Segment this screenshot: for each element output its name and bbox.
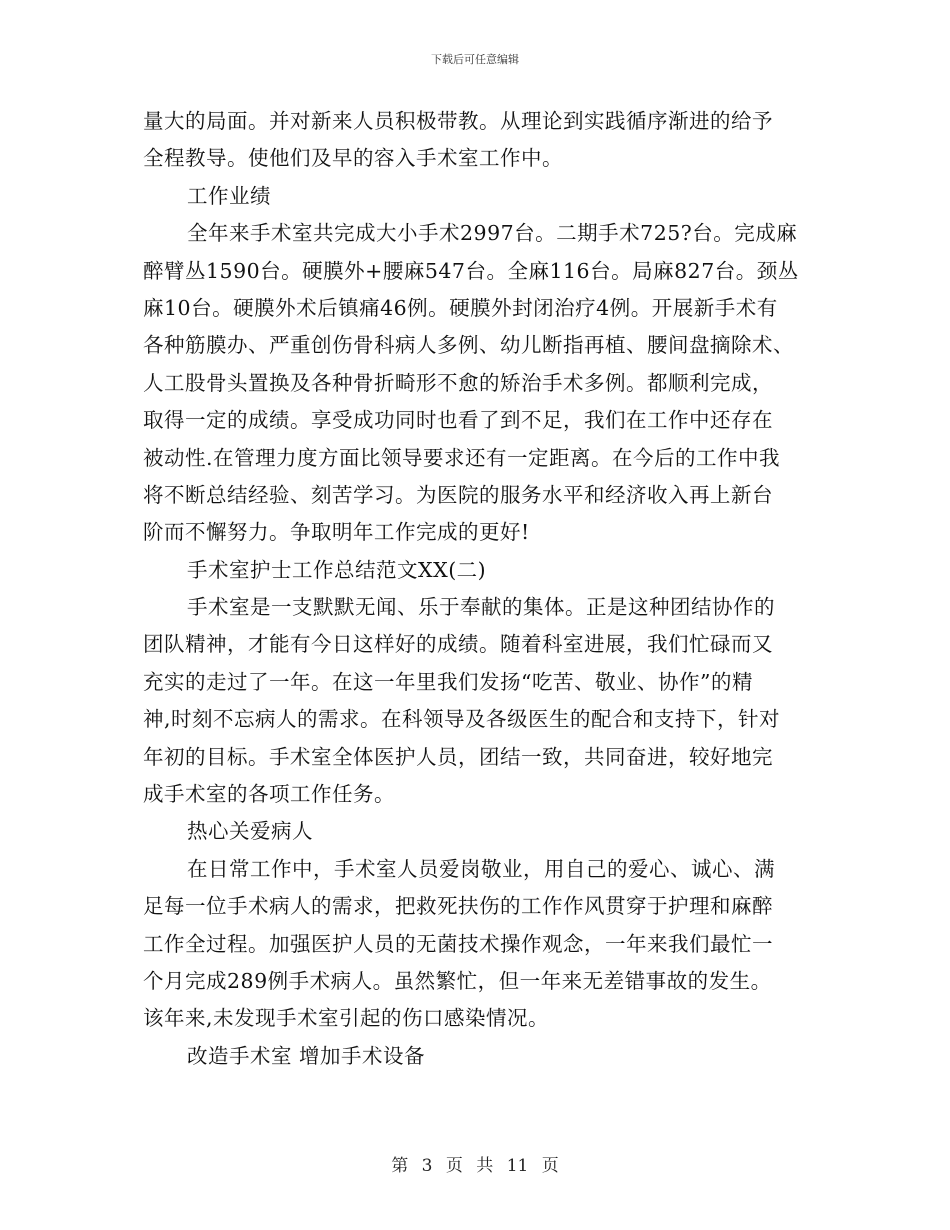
text-line: 该年来,未发现手术室引起的伤口感染情况。: [143, 1006, 550, 1031]
page-footer: 第 3 页 共 11 页: [391, 1156, 559, 1176]
text-line: 改造手术室 增加手术设备: [187, 1043, 426, 1068]
text-line: 醉臂丛1590台。硬膜外+腰麻547台。全麻116台。局麻827台。颈丛: [143, 258, 799, 283]
text-line: 手术室护士工作总结范文XX(二): [187, 557, 487, 582]
text-line: 取得一定的成绩。享受成功同时也看了到不足，我们在工作中还存在: [143, 408, 773, 433]
page-header: 下载后可任意编辑: [431, 53, 519, 66]
text-line: 全年来手术室共完成大小手术2997台。二期手术725?台。完成麻: [187, 221, 798, 246]
text-line: 人工股骨头置换及各种骨折畸形不愈的矫治手术多例。都顺利完成，: [143, 370, 773, 395]
text-line: 工作全过程。加强医护人员的无菌技术操作观念，一年来我们最忙一: [143, 931, 773, 956]
text-line: 神,时刻不忘病人的需求。在科领导及各级医生的配合和支持下，针对: [143, 707, 781, 732]
text-line: 将不断总结经验、刻苦学习。为医院的服务水平和经济收入再上新台: [143, 482, 773, 507]
text-line: 手术室是一支默默无闻、乐于奉献的集体。正是这种团结协作的: [187, 595, 775, 620]
text-line: 量大的局面。并对新来人员积极带教。从理论到实践循序渐进的给予: [143, 109, 773, 133]
text-line: 个月完成289例手术病人。虽然繁忙，但一年来无差错事故的发生。: [143, 968, 772, 993]
text-line: 成手术室的各项工作任务。: [143, 782, 395, 807]
text-line: 被动性.在管理力度方面比领导要求还有一定距离。在今后的工作中我: [143, 445, 781, 470]
text-line: 足每一位手术病人的需求，把救死扶伤的工作作风贯穿于护理和麻醉: [143, 894, 773, 919]
text-line: 工作业绩: [187, 183, 271, 208]
text-line: 充实的走过了一年。在这一年里我们发扬“吃苦、敬业、协作”的精: [143, 669, 753, 694]
text-line: 各种筋膜办、严重创伤骨科病人多例、幼儿断指再植、腰间盘摘除术、: [143, 333, 794, 358]
text-line: 年初的目标。手术室全体医护人员，团结一致，共同奋进，较好地完: [143, 744, 773, 769]
text-line: 在日常工作中，手术室人员爱岗敬业，用自己的爱心、诚心、满: [187, 856, 775, 881]
text-line: 全程教导。使他们及早的容入手术室工作中。: [143, 146, 563, 171]
document-body: [143, 103, 813, 1075]
text-line: 热心关爱病人: [187, 819, 313, 844]
text-line: 团队精神，才能有今日这样好的成绩。随着科室进展，我们忙碌而又: [143, 632, 773, 657]
text-line: 麻10台。硬膜外术后镇痛46例。硬膜外封闭治疗4例。开展新手术有: [143, 295, 778, 320]
text-line: 阶而不懈努力。争取明年工作完成的更好!: [143, 520, 530, 545]
